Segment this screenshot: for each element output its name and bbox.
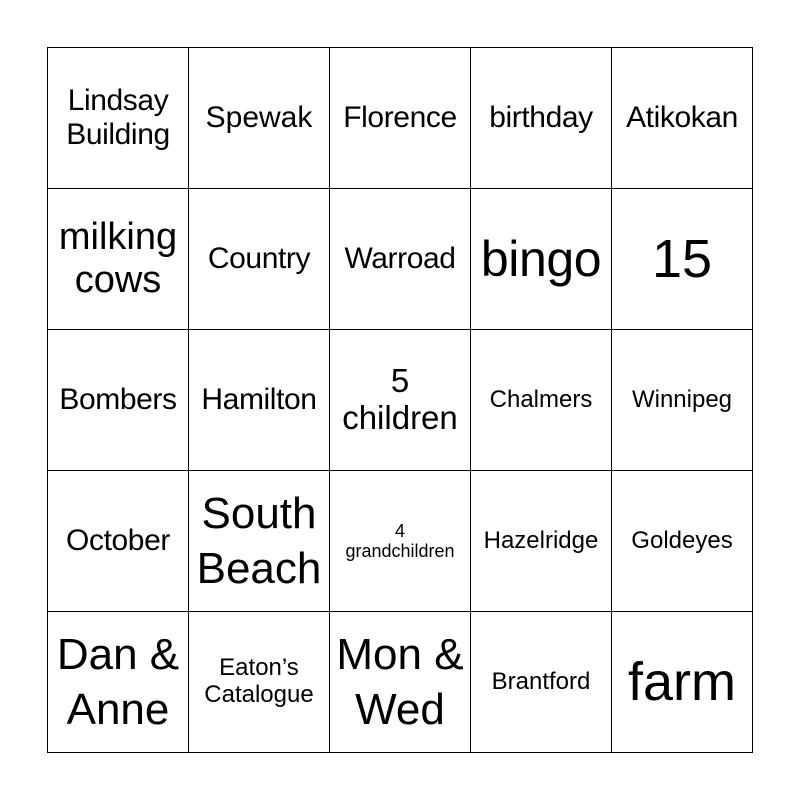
- cell-text: Hamilton: [201, 383, 317, 417]
- bingo-cell[interactable]: [471, 189, 612, 330]
- cell-text: Chalmers: [489, 385, 593, 413]
- cell-text: 15: [651, 228, 713, 289]
- bingo-cell[interactable]: [48, 471, 189, 612]
- bingo-cell[interactable]: [330, 612, 471, 753]
- cell-text: 4 grandchildren: [345, 520, 455, 561]
- cell-text: Goldeyes: [631, 526, 733, 554]
- cell-text: Winnipeg: [631, 385, 733, 413]
- bingo-cell[interactable]: [330, 471, 471, 612]
- cell-text: farm: [628, 651, 736, 712]
- bingo-cell[interactable]: [48, 330, 189, 471]
- cell-text: Eaton’s Catalogue: [204, 654, 314, 708]
- cell-text: Bombers: [59, 383, 177, 417]
- cell-text: birthday: [489, 101, 593, 135]
- bingo-cell[interactable]: [330, 189, 471, 330]
- bingo-cell[interactable]: [471, 612, 612, 753]
- bingo-cell[interactable]: [189, 471, 330, 612]
- bingo-cell[interactable]: [189, 189, 330, 330]
- bingo-cell[interactable]: [189, 48, 330, 189]
- cell-text: milking cows: [58, 216, 178, 301]
- bingo-cell[interactable]: [48, 612, 189, 753]
- cell-text: Brantford: [491, 667, 591, 695]
- bingo-cell[interactable]: [471, 330, 612, 471]
- cell-text: Hazelridge: [483, 526, 599, 554]
- bingo-cell[interactable]: [612, 612, 753, 753]
- cell-text: Spewak: [205, 101, 313, 135]
- bingo-cell[interactable]: [48, 189, 189, 330]
- bingo-cell[interactable]: [189, 330, 330, 471]
- bingo-card: [47, 47, 753, 753]
- bingo-cell[interactable]: [612, 48, 753, 189]
- cell-text: Mon & Wed: [336, 630, 464, 734]
- cell-text: bingo: [480, 231, 602, 287]
- bingo-cell[interactable]: [330, 48, 471, 189]
- cell-text: 5 children: [342, 362, 458, 436]
- bingo-cell[interactable]: [330, 330, 471, 471]
- cell-text: October: [66, 524, 170, 558]
- cell-text: Lindsay Building: [66, 84, 170, 151]
- bingo-cell[interactable]: [471, 48, 612, 189]
- bingo-cell[interactable]: [612, 330, 753, 471]
- bingo-cell[interactable]: [612, 471, 753, 612]
- bingo-cell[interactable]: [48, 48, 189, 189]
- bingo-cell[interactable]: [189, 612, 330, 753]
- cell-text: Dan & Anne: [56, 630, 180, 734]
- bingo-cell[interactable]: [612, 189, 753, 330]
- cell-text: Florence: [343, 101, 457, 135]
- bingo-cell[interactable]: [471, 471, 612, 612]
- cell-text: Atikokan: [626, 101, 738, 135]
- cell-text: Warroad: [344, 242, 456, 276]
- cell-text: Country: [207, 242, 311, 276]
- cell-text: South Beach: [196, 489, 322, 593]
